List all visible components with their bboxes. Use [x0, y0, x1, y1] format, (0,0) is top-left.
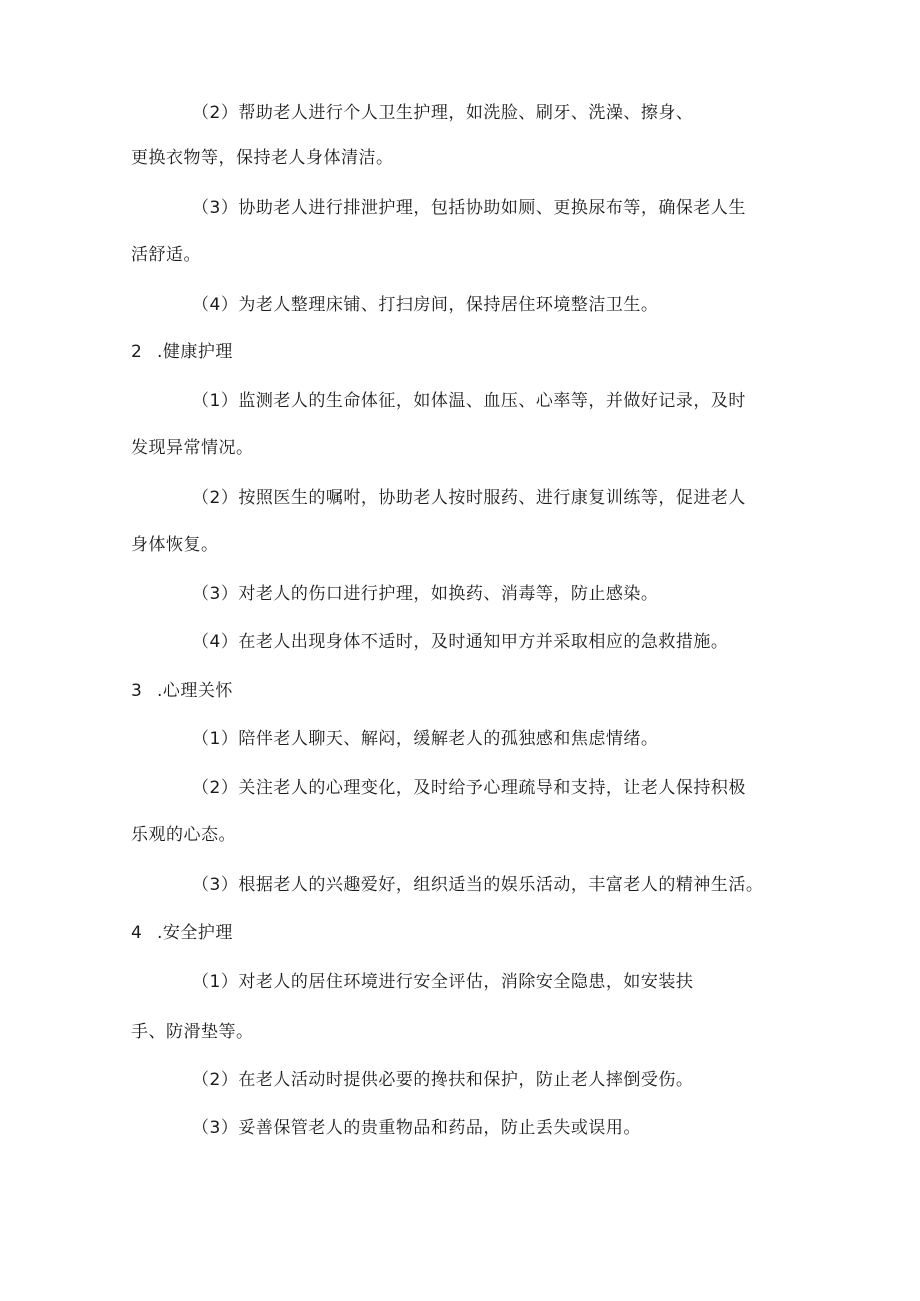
- paragraph-line: （3）根据老人的兴趣爱好，组织适当的娱乐活动，丰富老人的精神生活。: [192, 875, 764, 895]
- paragraph-line: （4）在老人出现身体不适时，及时通知甲方并采取相应的急救措施。: [192, 632, 729, 652]
- section-title: .安全护理: [157, 923, 233, 943]
- paragraph-line: （2）按照医生的嘱咐，协助老人按时服药、进行康复训练等，促进老人: [192, 488, 746, 508]
- paragraph-line: （1）监测老人的生命体征，如体温、血压、心率等，并做好记录，及时: [192, 391, 746, 411]
- paragraph-line: 更换衣物等，保持老人身体清洁。: [131, 148, 394, 168]
- paragraph-line: （3）对老人的伤口进行护理，如换药、消毒等，防止感染。: [192, 584, 659, 604]
- paragraph-line: 发现异常情况。: [131, 438, 254, 458]
- section-heading-health: [131, 340, 233, 364]
- paragraph-line: （2）帮助老人进行个人卫生护理，如洗脸、刷牙、洗澡、擦身、: [192, 103, 694, 123]
- paragraph-line: （2）在老人活动时提供必要的搀扶和保护，防止老人摔倒受伤。: [192, 1070, 694, 1090]
- paragraph-line: （3）妥善保管老人的贵重物品和药品，防止丢失或误用。: [192, 1118, 641, 1138]
- section-title: .心理关怀: [157, 681, 233, 701]
- section-number: 2: [131, 342, 143, 362]
- paragraph-line: 手、防滑垫等。: [131, 1022, 254, 1042]
- section-number: 4: [131, 923, 143, 943]
- section-title: .健康护理: [157, 342, 233, 362]
- paragraph-line: 活舒适。: [131, 245, 201, 265]
- paragraph-line: （1）陪伴老人聊天、解闷，缓解老人的孤独感和焦虑情绪。: [192, 729, 659, 749]
- section-heading-safety: [131, 921, 233, 945]
- section-heading-psychology: [131, 679, 233, 703]
- paragraph-line: （4）为老人整理床铺、打扫房间，保持居住环境整洁卫生。: [192, 295, 659, 315]
- paragraph-line: （3）协助老人进行排泄护理，包括协助如厕、更换尿布等，确保老人生: [192, 198, 746, 218]
- paragraph-line: （2）关注老人的心理变化，及时给予心理疏导和支持，让老人保持积极: [192, 778, 746, 798]
- paragraph-line: 身体恢复。: [131, 535, 219, 555]
- paragraph-line: 乐观的心态。: [131, 825, 236, 845]
- paragraph-line: （1）对老人的居住环境进行安全评估，消除安全隐患，如安装扶: [192, 972, 694, 992]
- section-number: 3: [131, 681, 143, 701]
